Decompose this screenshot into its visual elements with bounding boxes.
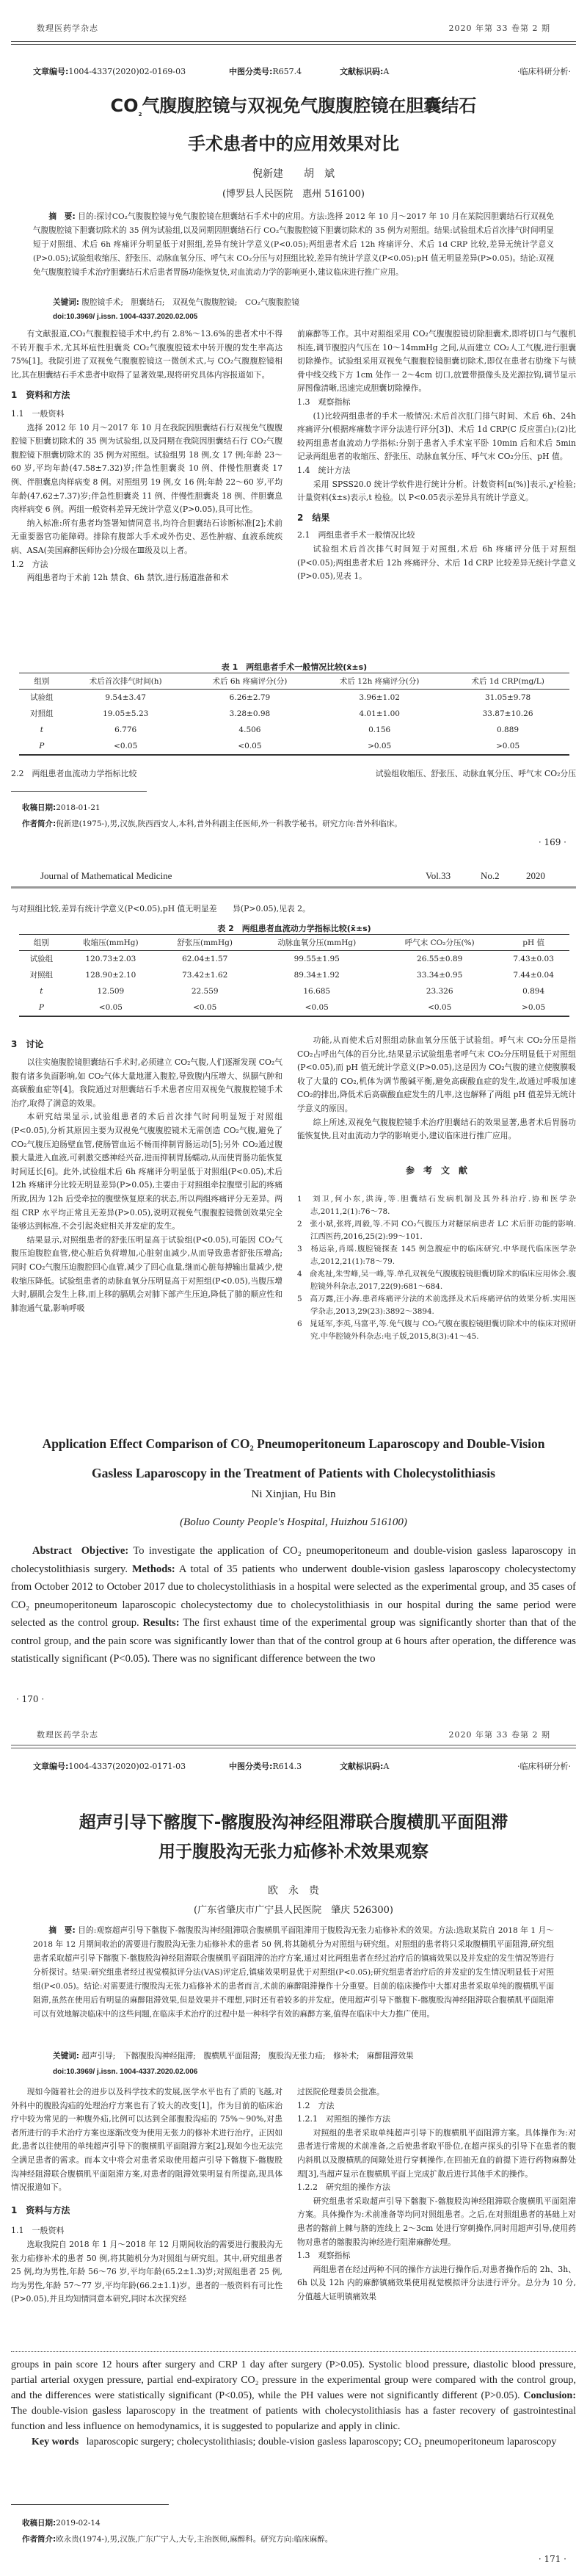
subsection-heading: 1.3 观察指标: [297, 2251, 351, 2261]
table-cell: 23.326: [426, 987, 453, 996]
table-1: [19, 661, 569, 756]
table-cell: <0.05: [158, 999, 252, 1016]
paragraph: 纳入标准:所有患者均签署知情同意书,均符合胆囊结石诊断标准[2];术前无重要器官功能障碍。排除有腹部大手术或外伤史、恶性肿瘤、血液系统疾病、ASA(美国麻醉医师协会)分级在Ⅲ级及以上者。: [11, 518, 282, 555]
page-number: · 169 ·: [538, 837, 566, 847]
table-cell: 0.889: [497, 726, 519, 734]
page-number: · 171 ·: [538, 2554, 566, 2564]
table-cell: <0.05: [187, 738, 313, 755]
reference-item: 2 张小斌,张将,周毅,等.不同 CO₂气腹压力对糖尿病患者 LC 术后肝功能的影响.江西医药,2016,25(2):99～101.: [297, 1220, 576, 1242]
affiliation: (博罗县人民医院 惠州 516100): [222, 189, 365, 200]
table-cell: 62.04±1.57: [182, 955, 228, 963]
paragraph: 选取我院自 2018 年 1 月～2018 年 12 月期间收治的需要进行腹股沟无张力疝修补术的患者 50 例,将其随机分为对照组与研究组。其中,研究组患者 25 例,均为男性,年龄 56～76 岁,平均年龄(65.2±1.3)岁;对照组患者 25 例,均为男性,年龄 57～77 岁,平均年龄(66.2±1.1)岁。患者的一般资料有可比性(P>0.05),并且均知情同意本研究,同时本次探究经: [11, 2239, 282, 2304]
paragraph: 过医院伦理委员会批准。: [297, 2087, 384, 2096]
table-cell: 128.90±2.10: [85, 971, 136, 980]
paragraph: 选择 2012 年 10 月～2017 年 10 月在我院因胆囊结石行双视免气腹腹腔镜下胆囊切除术的 35 例为试验组,以及同期在我院因胆囊结石行 CO₂气腹腹腔镜下胆囊切除术的 35 例为对照组。试验组男 18 例,女 17 例;年龄 23～60 岁,平均年龄(47.58±7.32)岁;伴急性胆囊炎 10 例、伴慢性胆囊炎 17 例、伴胆囊息肉样病变 8 例。对照组男 19 例,女 16 例;年龄 22～60 岁,平均年龄(47.62±7.37)岁;伴急性胆囊炎 11 例、伴慢性胆囊炎 18 例、伴胆囊息肉样病变 6 例。两组一般资料差异无统计学意义(P>0.05),具可比性。: [11, 422, 282, 515]
table-cell: 0.156: [368, 726, 391, 734]
paragraph: 与对照组比较,差异有统计学意义(P<0.05),pH 值无明显差 异(P>0.05),见表 2。: [11, 904, 310, 913]
paragraph: 综上所述,双视免气腹腹腔镜手术治疗胆囊结石的效果显著,患者术后胃肠功能恢复快,且对血流动力学的影响更小,建议临床进行推广应用。: [297, 1117, 576, 1141]
table-cell: <0.05: [382, 999, 497, 1016]
footnote-rule: [11, 2504, 169, 2505]
table-cell: 12.509: [97, 987, 125, 996]
table-cell: 试验组: [30, 693, 54, 702]
table-cell: 7.43±0.03: [513, 955, 554, 963]
right-column-page171: [297, 2085, 576, 2304]
paragraph: 两组患者均于术前 12h 禁食、6h 禁饮,进行肠道准备和术: [26, 573, 229, 583]
section-heading: 1 资料和方法: [11, 390, 70, 401]
table-cell: <0.05: [64, 999, 158, 1016]
table-row: [19, 738, 569, 755]
abstract: 摘 要: 目的:探讨CO₂气腹腹腔镜与免气腹腔镜在胆囊结石手术中的应用。方法:选择 2012 年 10 月～2017 年 10 月在某院因胆囊结石行双视免气腹腹腔镜下胆囊切除术的 35 例为试验组,以及同期因胆囊结石行 CO₂气腹腹腔镜下胆囊切除术的 35 例为对照组。结果:试验组术后首次排气时间明显短于对照组、术后 6h 疼痛评分明显低于对照组,差异有统计学意义(P<0.05);两组患者术后 12h 疼痛评分、术后 1d CRP 比较,差异无统计学意义(P>0.05);试验组收缩压、舒张压、动脉血氧分压、呼气末 CO₂分压与对照组比较,差异有统计学意义(P<0.05);pH 值无明显差异(P>0.05)。结论:双视免气腹腹腔镜手术治疗胆囊结石术后患者胃肠功能恢复快,对血流动力学的影响更小,建议临床进行推广应用。: [33, 212, 555, 277]
paragraph: 两组患者在经过两种不同的操作方法进行操作后,对患者操作后的 2h、3h、6h 以及 12h 内的麻醉镇痛效果使用视觉模拟评分法进行评分。总分为 10 分,分值越大证明镇痛效果: [297, 2264, 577, 2301]
left-column-page170: [11, 1056, 282, 1315]
table-cell: 3.28±0.98: [229, 709, 271, 718]
right-column-page169: [297, 328, 576, 584]
page-number: · 170 ·: [16, 1694, 45, 1704]
table-cell: 33.87±10.26: [482, 709, 533, 718]
subsection-heading: 1.2.1 对照组的操作方法: [297, 2114, 390, 2124]
subsection-heading: 2.2 两组患者血流动力学指标比较: [11, 769, 137, 778]
table-cell: 33.34±0.95: [417, 971, 463, 980]
section-heading: 3 讨论: [11, 1039, 44, 1049]
table-cell: 7.44±0.04: [513, 971, 554, 980]
paragraph: 功能,从而使术后对照组动脉血氧分压低于试验组。呼气末 CO₂分压是指 CO₂占呼出气体的百分比,结果显示试验组患者呼气末 CO₂分压明显低于对照组(P<0.05),而 pH 值无统计学意义(P>0.05),这是因为 CO₂气腹的建立使腹膜吸收了大量的 CO₂,机体为调节酸碱平衡,避免高碳酸血症的发生,故通过呼吸加速 CO₂的排出,降低术后高碳酸血症发生的几率,这也解释了两组 pH 值差异无统计学意义的原因。: [297, 1035, 576, 1113]
english-title: Application Effect Comparison of CO₂ Pneumoperitoneum Laparoscopy and Double-Vision Gasless Laparoscopy in the Treatment of Patients with Cholecystolithiasis: [42, 1436, 545, 1480]
subsection-heading: 1.2 方法: [297, 2100, 335, 2110]
doi: doi:10.3969/ j.issn. 1004-4337.2020.02.006: [53, 2068, 198, 2076]
paragraph: 以往实施腹腔镜胆囊结石手术时,必须建立 CO₂气腹,人们逐渐发现 CO₂气腹有诸多负面影响,如 CO₂气体大量地灌入腹腔,导致腹内压增大、纵膈气肿和高碳酸血症等[4]。我院通过对胆囊结石手术患者应用双视免气腹腹腔镜手术治疗,取得了满意的效果。: [11, 1057, 282, 1108]
references-heading: 参 考 文 献: [405, 1165, 467, 1176]
table-cell: 4.506: [238, 726, 261, 734]
table-cell: 16.685: [303, 987, 331, 996]
subsection-heading: 1.3 观察指标: [297, 397, 351, 407]
table-cell: 3.96±1.02: [359, 693, 400, 702]
table-header-cell: 组别: [19, 673, 65, 690]
table-cell: 对照组: [30, 709, 54, 718]
right-column-page170: [297, 1034, 576, 1343]
keywords: 关键词: 腹腔镜手术; 胆囊结石; 双视免气腹腹腔镜; CO₂气腹腹腔镜: [53, 298, 299, 307]
table-cell: 0.894: [522, 987, 545, 996]
header-rule: [11, 886, 576, 889]
article-title: $CO_2$气腹腹腔镜与双视免气腹腹腔镜在胆囊结石 手术患者中的应用效果对比: [110, 95, 477, 154]
table-cell: 9.54±3.47: [105, 693, 146, 702]
table-cell: 对照组: [29, 971, 54, 980]
intro-paragraph: 有文献报道,CO₂气腹腹腔镜手术中,约有 2.8%～13.6%的患者术中不得不转开腹手术,尤其坏疽性胆囊炎 CO₂气腹腹腔镜术中转开腹的发生率高达 75%[1]。我院引进了双视免气腹腹腔镜这一微创术式,与 CO₂气腹腹腔镜相比,其在胆囊结石手术患者中取得了显著效果,现将研究具体内容报道如下。: [11, 329, 282, 380]
table-row: [19, 983, 569, 999]
author-bio: 作者简介:倪新建(1975-),男,汉族,陕西西安人,本科,普外科副主任医师,外一科教学秘书。研究方向:普外科临床。: [22, 820, 402, 828]
table-row: [19, 951, 569, 968]
column-label: ·临床科研分析·: [517, 1762, 571, 1771]
section-heading: 1 资料与方法: [11, 2204, 70, 2215]
table-cell: >0.05: [446, 738, 569, 755]
table-cell: 4.01±1.00: [359, 709, 400, 718]
table-cell: 试验组: [29, 955, 54, 963]
article-title: 超声引导下髂腹下-髂腹股沟神经阻滞联合腹横肌平面阻滞 用于腹股沟无张力疝修补术效果观察: [79, 1813, 508, 1862]
table-cell: t: [40, 987, 43, 996]
table-cell: 73.42±1.62: [182, 971, 228, 980]
header-rule: [11, 1745, 576, 1748]
paragraph: 采用 SPSS20.0 统计学软件进行统计分析。计数资料[n(%)]表示,χ²检验;计量资料(x̄±s)表示,t 检验。以 P<0.05表示差异具有统计学意义。: [297, 479, 576, 503]
article-number: 文章编号:1004-4337(2020)02-0171-03: [33, 1762, 186, 1771]
table-cell: 22.559: [191, 987, 219, 996]
table-header-cell: 术后首次排气时间(h): [65, 673, 187, 690]
clc-number: 中图分类号:R614.3: [229, 1762, 302, 1771]
table-cell: >0.05: [497, 999, 569, 1016]
paragraph: 试验组收缩压、舒张压、动脉血氧分压、呼气末 CO₂分压: [375, 769, 576, 778]
table-cell: 89.34±1.92: [294, 971, 340, 980]
column-label: ·临床科研分析·: [517, 67, 571, 76]
table-header-cell: 动脉血氧分压(mmHg): [252, 935, 382, 951]
running-header-number: No.2: [481, 870, 500, 881]
paragraph: 试验组术后首次排气时间短于对照组,术后 6h 疼痛评分低于对照组(P<0.05);两组患者术后 12h 疼痛评分、术后 1d CRP 比较差异无统计学意义(P>0.05),见表 1。: [297, 543, 576, 582]
table-row: [19, 722, 569, 738]
table-1-grid: [19, 673, 569, 756]
reference-item: 1 刘卫,何小东,洪涛,等.胆囊结石发病机制及其外科治疗.协和医学杂志,2011,2(1):76～78.: [297, 1195, 576, 1217]
running-header-volume: Vol.33: [426, 870, 451, 881]
reference-item: 4 俞兆祉,朱雪峰,吴一峰,等.单孔双视免气腹腹腔镜胆囊切除术的临床应用体会.腹腔镜外科杂志,2017,22(9):681～684.: [297, 1270, 576, 1292]
table-cell: 6.776: [114, 726, 137, 734]
reference-item: 3 杨运泉,肖瑶.腹腔镜探查 145 例急腹症中的临床研究.中华现代临床医学杂志,2012,21(1):78～79.: [297, 1245, 576, 1267]
doi: doi:10.3969/ j.issn. 1004-4337.2020.02.005: [53, 313, 198, 321]
dotted-separator: [11, 2351, 576, 2352]
table-row: [19, 999, 569, 1016]
running-header-journal: Journal of Mathematical Medicine: [40, 870, 172, 881]
header-rule: [11, 41, 576, 45]
table-row: [19, 967, 569, 983]
table-header-cell: 术后 6h 疼痛评分(分): [187, 673, 313, 690]
table-2-grid: [19, 934, 569, 1017]
table-cell: 120.73±2.03: [85, 955, 136, 963]
table-header-cell: 呼气末 CO₂分压(%): [382, 935, 497, 951]
table-caption: 表 1 两组患者手术一般情况比较(x̄±s): [221, 662, 368, 672]
paragraph: 本研究结果显示,试验组患者的术后首次排气时间明显短于对照组(P<0.05),分析其原因主要为双视免气腹腹腔镜术无需创造 CO₂气腹,避免了 CO₂气腹压迫肠壁血管,使肠管血运不畅而抑制胃肠运动[5];另外 CO₂通过腹膜大量进入血液,可刺激交感神经兴奋,进而抑制胃肠蠕动,从而使胃肠功能恢复时间延长[6]。此外,试验组术后 6h 疼痛评分明显低于对照组(P<0.05),术后 12h 疼痛评分比较无明显差异(P>0.05),主要由于对照组牵拉腹壁引起的疼痛所致,因为 12h 后受牵拉的腹壁恢复原来的状态,所以两组疼痛评分无差异。两组 CRP 水平均正常且无差异(P>0.05),说明双视免气腹腹腔镜微创效果完全能够达到标准,不会引起炎症相关并发症的发生。: [11, 1112, 282, 1231]
english-affiliation: (Boluo County People's Hospital, Huizhou 516100): [180, 1516, 407, 1528]
table-cell: 19.05±5.23: [103, 709, 149, 718]
paragraph: 研究组患者采取超声引导下髂腹下-髂腹股沟神经阻滞联合腹横肌平面阻滞方案。具体操作为:术前准备等均同对照组患者。之后,在对照组患者的基础上对患者的髂前上棘与脐的连线上 2～3cm 处进行穿刺操作,同时用超声引导,使用药物对患者的髂腹股沟神经进行阻滞麻醉处理。: [297, 2196, 576, 2247]
subsection-heading: 1.2.2 研究组的操作方法: [297, 2182, 390, 2193]
table-header-cell: 术后 12h 疼痛评分(分): [313, 673, 446, 690]
subsection-heading: 1.2 方法: [11, 559, 48, 569]
reference-item: 6 晁延军,李英,马富平,等.免气腹与 CO₂气腹在腹腔镜胆囊切除术中的临床对照研究.中华腔镜外科杂志:电子版,2015,8(3):41～45.: [297, 1320, 576, 1342]
paragraph: (1)比较两组患者的手术一般情况:术后首次肛门排气时间、术后 6h、24h 疼痛评分(根据疼痛数字评分法进行评分[3])、术后 1d CRP(C 反应蛋白);(2)比较两组患者血流动力学指标:分别于患者入手术室平卧 10min 后和术后 5min 记录两组患者的收缩压、舒张压、动脉血氧分压、呼气末 CO₂分压、pH 值。: [297, 410, 576, 462]
subsection-heading: 1.1 一般资料: [11, 408, 65, 419]
reference-list: [297, 1193, 576, 1343]
authors: 倪新建 胡 斌: [252, 168, 335, 180]
reference-item: 5 高万露,汪小海.患者疼痛评分法的术前选择及术后疼痛评估的效果分析.实用医学杂志,2013,29(23):3892～3894.: [297, 1295, 576, 1317]
table-row: [19, 706, 569, 722]
running-header-journal: 数理医药学杂志: [37, 1730, 98, 1740]
subsection-heading: 1.4 统计方法: [297, 465, 351, 475]
paragraph: 前麻醉等工作。其中对照组采用 CO₂气腹腹腔镜切除胆囊术,即将切口与气腹机相连,调节腹腔内气压在 10～14mmHg 之间,从而建立 CO₂人工气腹,进行胆囊切除操作。试验组采用双视免气腹腹腔镜胆囊切除术,即仅在患者右肋缘下与锁骨中线交线下方 1cm 处作一 2～4cm 切口,放置带摄像头及光源拉钩,调节显示屏图像清晰,迅速完成胆囊切除操作。: [297, 329, 576, 394]
received-date: 收稿日期:2018-01-21: [22, 803, 101, 812]
table-cell: 6.26±2.79: [229, 693, 271, 702]
table-caption: 表 2 两组患者血流动力学指标比较(x̄±s): [217, 924, 371, 933]
table-cell: P: [19, 738, 65, 755]
table-cell: >0.05: [313, 738, 446, 755]
abstract: 摘 要: 目的:观察超声引导下髂腹下-髂腹股沟神经阻滞联合腹横肌平面阻滞用于腹股沟无张力疝修补术的效果。方法:选取某院自 2018 年 1 月～2018 年 12 月期间收治的需要进行腹股沟无张力疝修补术的患者 50 例,将其随机分为对照组与研究组。对照组的患者将只采取腹横肌平面阻滞,研究组患者采取超声引导下髂腹下-髂腹股沟神经阻滞联合腹横肌平面阻滞的治疗方案,通过对比两组患者在经过治疗后的镇痛效果以及并发症的发生情况等进行分析探讨。结果:研究组患者经过视觉模拟评分法(VAS)评定后,镇痛效果明显优于对照组(P<0.05);研究组患者治疗后的并发症的发生情况明显低于对照组(P<0.05)。结论:对需要进行腹股沟无张力疝修补术的患者而言,术前的麻醉阻滞操作十分重要。目前的临床操作中大都对患者采取单纯的腹横肌平面阻滞,虽然在使用后有明显的麻醉阻滞效果,但是效果并不理想,同时还有着较多的并发症。使用超声引导下髂腹下-髂腹股沟神经阻滞联合腹横肌平面阻滞可以有效地解决临床中的这些问题,在临床手术治疗的过程中是一种科学有效的麻醉方案,值得在临床中大力推广使用。: [33, 1926, 554, 2019]
left-column-page169: [11, 328, 282, 585]
paragraph: 结果显示,对照组患者的舒张压明显高于试验组(P<0.05),可能因 CO₂气腹压迫腹腔血管,使心脏后负荷增加,心脏射血减少,从而导致患者舒张压增高;同时 CO₂气腹压迫腹腔回心血管,减少了回心血量,继而心脏每搏输出量减少,使收缩压降低。试验组患者的动脉血氧分压明显高于对照组(P<0.05),当腹压增大时,膈肌会发生上移,而上移的膈肌会对肺下部产生压迫,降低了肺的顺应性和肺泡通气量,影响呼吸: [11, 1234, 282, 1313]
authors: 欧 永 贵: [268, 1885, 319, 1897]
clc-number: 中图分类号:R657.4: [229, 67, 302, 76]
received-date: 收稿日期:2019-02-14: [22, 2519, 101, 2528]
table-cell: <0.05: [65, 738, 187, 755]
affiliation: (广东省肇庆市广宁县人民医院 肇庆 526300): [194, 1905, 393, 1916]
running-header-issue: 2020 年第 33 卷第 2 期: [448, 23, 550, 33]
english-abstract-continued: groups in pain score 12 hours after surgery and CRP 1 day after surgery (P>0.05). Systolic blood pressure, diastolic blood pressure, partial arterial oxygen pressure, partial end-expiratory CO₂ pressure in the experimental group were compared with the control group, and the differences were statistically significant (P<0.05), while the PH values were not significantly different (P>0.05). Conclusion: The double-vision gasless laparoscopy in the treatment of patients with cholecystolithiasis has a faster recovery of gastrointestinal function and less influence on hemodynamics, it is suggested to popularize and apply in clinic. Key words laparoscopic surgery; cholecystolithiasis; double-vision gasless laparoscopy; CO₂ pneumoperitoneum laparoscopy: [11, 2359, 576, 2447]
keywords: 关键词: 超声引导; 下髂腹股沟神经阻滞; 腹横肌平面阻滞; 腹股沟无张力疝; 修补术; 麻醉阻滞效果: [53, 2052, 414, 2061]
table-cell: P: [19, 999, 64, 1016]
table-header-cell: 收缩压(mmHg): [64, 935, 158, 951]
table-header-cell: 术后 1d CRP(mg/L): [446, 673, 569, 690]
running-header-year: 2020: [526, 870, 545, 881]
english-abstract: Abstract Objective: To investigate the application of CO₂ pneumoperitoneum and double-vision gasless laparoscopy in cholecystolithiasis surgery. Methods: A total of 35 patients who underwent double-vision gasless laparoscopy cholecystectomy from October 2012 to October 2017 due to cholecystolithiasis in a hospital were selected as the experimental group, and 35 cases of CO₂ pneumoperitoneum laparoscopic cholecystectomy due to cholecystolithiasis in our hospital during the same period were selected as the control group. Results: The first exhaust time of the experimental group was significantly shorter than that of the control group, and the pain score was significantly lower than that of the control group at 6 hours after operation, the difference was statistically significant (P<0.05). There was no significant difference between the two: [11, 1545, 577, 1665]
running-header-issue: 2020 年第 33 卷第 2 期: [448, 1730, 550, 1740]
table-cell: 99.55±1.95: [294, 955, 340, 963]
section-heading: 2 结果: [297, 512, 330, 523]
table-2: [19, 922, 569, 1017]
table-header-cell: pH 值: [497, 935, 569, 951]
table-cell: 26.55±0.89: [417, 955, 463, 963]
table-row: [19, 690, 569, 706]
table-cell: <0.05: [252, 999, 382, 1016]
document-code: 文献标识码:A: [340, 67, 390, 76]
running-header-journal: 数理医药学杂志: [37, 23, 98, 33]
paragraph: 对照组的患者采取单纯超声引导下的腹横肌平面阻滞方案。具体操作为:对患者进行常规的术前准备,之后使患者取平卧位,在超声探头的引导下在患者的腹内斜肌以及腹横肌的间隙处进行穿刺操作,在回抽无血的前提下进行药物麻醉处理[3],当超声显示在腹横肌平面上完成扩散后进行其他手术的操作。: [297, 2127, 576, 2179]
left-column-page171: [11, 2085, 282, 2307]
subsection-heading: 1.1 一般资料: [11, 2226, 65, 2236]
document-code: 文献标识码:A: [340, 1762, 390, 1771]
table-header-cell: 舒张压(mmHg): [158, 935, 252, 951]
table-cell: 31.05±9.78: [484, 693, 531, 702]
table-header-cell: 组别: [19, 935, 64, 951]
author-bio: 作者简介:欧永贵(1974-),男,汉族,广东广宁人,大专,主治医师,麻醉科。研究方向:临床麻醉。: [22, 2535, 333, 2544]
subsection-heading: 2.1 两组患者手术一般情况比较: [297, 530, 415, 540]
intro-paragraph: 现如今随着社会的进步以及科学技术的发展,医学水平也有了质的飞越,对外科中的腹股沟疝的处理治疗方案也有了较大的改变[1]。作为目前的临床治疗中较为常见的一种腹外疝,比例可以达到全部腹股沟疝的 75%～90%,对患者所进行的手术治疗方案也逐渐改变为使用无张力的修补术进行治疗。正因如此,患者以往使用的单纯超声引导下的腹横肌平面阻滞方案[2],现如今也无法完全满足患者的需求。而本文中将会对患者采取使用超声引导下髂腹下-髂腹股沟神经阻滞联合腹横肌平面阻滞方案,对患者的阻滞效果明显有所提高,现具体情况报道如下。: [11, 2087, 282, 2193]
article-number: 文章编号:1004-4337(2020)02-0169-03: [33, 67, 186, 76]
table-cell: t: [40, 726, 43, 734]
english-authors: Ni Xinjian, Hu Bin: [251, 1488, 336, 1500]
footnote-rule: [11, 791, 147, 792]
